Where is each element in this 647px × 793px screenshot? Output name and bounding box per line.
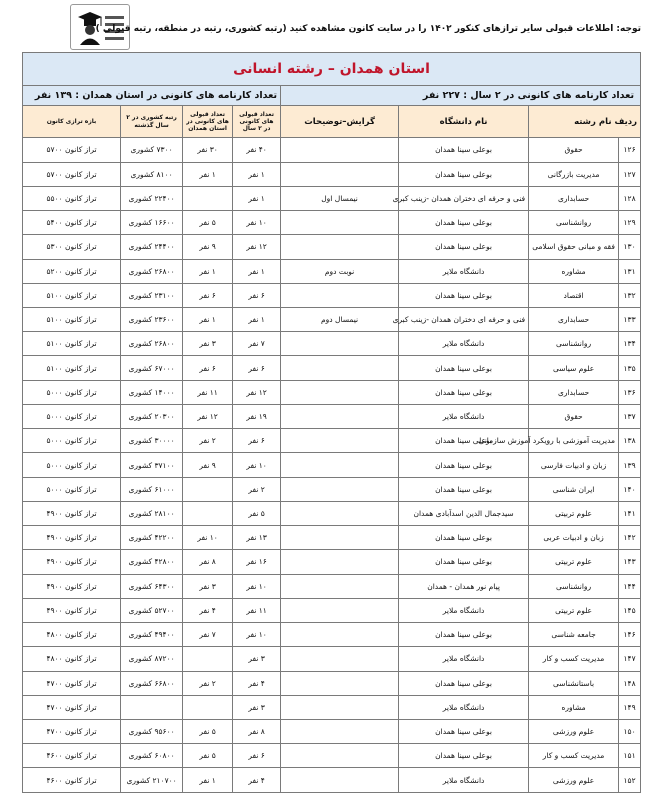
national-rank: ۲۶۸۰۰ کشوری (121, 332, 183, 356)
kanoon-2y-count: ۱۲ نفر (233, 235, 281, 259)
table-row (23, 720, 641, 744)
university-name: بوعلی سینا همدان (399, 453, 529, 477)
national-rank: ۱۶۶۰۰ کشوری (121, 211, 183, 235)
col-head-university: نام دانشگاه (399, 105, 529, 138)
row-number: ۱۴۷ (619, 647, 641, 671)
major-name: علوم ورزشی (529, 720, 619, 744)
university-name: دانشگاه ملایر (399, 332, 529, 356)
note-text (281, 138, 399, 162)
university-name: دانشگاه ملایر (399, 404, 529, 428)
taraz-range: تراز کانون ۵۳۰۰ (23, 235, 121, 259)
university-name: بوعلی سینا همدان (399, 429, 529, 453)
major-name: فقه و مبانی حقوق اسلامی (529, 235, 619, 259)
major-name: روانشناسی (529, 211, 619, 235)
kanoon-2y-count: ۱ نفر (233, 259, 281, 283)
national-rank: ۶۱۰۰۰ کشوری (121, 477, 183, 501)
national-rank: ۱۴۰۰۰ کشوری (121, 380, 183, 404)
national-rank: ۷۳۰۰ کشوری (121, 138, 183, 162)
row-number: ۱۳۸ (619, 429, 641, 453)
major-name: حقوق (529, 404, 619, 428)
header-row (23, 105, 641, 138)
taraz-range: تراز کانون ۴۸۰۰ (23, 623, 121, 647)
kanoon-hamedan-count: ۳ نفر (183, 574, 233, 598)
note-text (281, 429, 399, 453)
row-number: ۱۳۲ (619, 283, 641, 307)
note-text (281, 671, 399, 695)
taraz-range: تراز کانون ۴۶۰۰ (23, 744, 121, 768)
major-name: زبان و ادبیات فارسی (529, 453, 619, 477)
row-number: ۱۵۰ (619, 720, 641, 744)
table-row (23, 138, 641, 162)
kanoon-2y-count: ۱ نفر (233, 308, 281, 332)
national-rank: ۶۰۸۰۰ کشوری (121, 744, 183, 768)
col-head-major: نام رشته (574, 116, 612, 127)
kanoon-2y-count: ۱ نفر (233, 186, 281, 210)
kanoon-hamedan-count: ۸ نفر (183, 550, 233, 574)
row-number: ۱۴۵ (619, 598, 641, 622)
kanoon-hamedan-count: ۴ نفر (183, 598, 233, 622)
national-rank: ۸۱۰۰ کشوری (121, 162, 183, 186)
taraz-range: تراز کانون ۴۷۰۰ (23, 671, 121, 695)
national-rank: ۲۴۴۰۰ کشوری (121, 235, 183, 259)
kanoon-hamedan-count: ۵ نفر (183, 720, 233, 744)
university-name: بوعلی سینا همدان (399, 211, 529, 235)
major-name: مدیریت آموزشی با رویکرد آموزش سازمانی (529, 429, 619, 453)
national-rank: ۵۲۷۰۰ کشوری (121, 598, 183, 622)
note-text (281, 744, 399, 768)
table-row (23, 574, 641, 598)
national-rank: ۲۱۰۷۰۰ کشوری (121, 768, 183, 793)
major-name: حسابداری (529, 186, 619, 210)
row-number: ۱۲۸ (619, 186, 641, 210)
kanoon-hamedan-count: ۹ نفر (183, 235, 233, 259)
table-row (23, 404, 641, 428)
national-rank: ۴۲۲۰۰ کشوری (121, 526, 183, 550)
notice-text: توجه: اطلاعات قبولی سایر ترازهای کنکور ۱۴۰۲ را در سایت کانون مشاهده کنید (رتبه کشوری، رتبه در منطقه، رتبه قبولی ) (95, 24, 641, 34)
note-text (281, 211, 399, 235)
kanoon-hamedan-count: ۹ نفر (183, 453, 233, 477)
kanoon-2y-count: ۷ نفر (233, 332, 281, 356)
table-row (23, 235, 641, 259)
col-head-radif-major (529, 105, 641, 138)
note-text (281, 283, 399, 307)
kanoon-2y-count: ۱۰ نفر (233, 623, 281, 647)
note-text (281, 332, 399, 356)
taraz-range: تراز کانون ۴۹۰۰ (23, 501, 121, 525)
col-head-radif: ردیف (614, 116, 638, 127)
major-name: علوم تربیتی (529, 598, 619, 622)
major-name: علوم تربیتی (529, 550, 619, 574)
university-name: بوعلی سینا همدان (399, 526, 529, 550)
university-name: بوعلی سینا همدان (399, 356, 529, 380)
table-row (23, 647, 641, 671)
taraz-range: تراز کانون ۴۶۰۰ (23, 768, 121, 793)
note-text: نوبت دوم (281, 259, 399, 283)
kanoon-hamedan-count: ۳۰ نفر (183, 138, 233, 162)
note-text (281, 526, 399, 550)
national-rank: ۲۳۶۰۰ کشوری (121, 308, 183, 332)
taraz-range: تراز کانون ۵۰۰۰ (23, 429, 121, 453)
admissions-table (22, 52, 641, 793)
kanoon-hamedan-count: ۵ نفر (183, 744, 233, 768)
university-name: بوعلی سینا همدان (399, 235, 529, 259)
national-rank: ۳۷۱۰۰ کشوری (121, 453, 183, 477)
taraz-range: تراز کانون ۴۹۰۰ (23, 526, 121, 550)
university-name: بوعلی سینا همدان (399, 671, 529, 695)
university-name: بوعلی سینا همدان (399, 623, 529, 647)
info-row (23, 85, 641, 105)
kanoon-2y-count: ۱۰ نفر (233, 453, 281, 477)
table-row (23, 526, 641, 550)
note-text (281, 647, 399, 671)
national-rank: ۶۷۰۰۰ کشوری (121, 356, 183, 380)
total-hamedan-count: تعداد کارنامه های کانونی در استان همدان : ۱۳۹ نفر (23, 85, 281, 105)
university-name: بوعلی سینا همدان (399, 744, 529, 768)
note-text (281, 720, 399, 744)
taraz-range: تراز کانون ۵۴۰۰ (23, 211, 121, 235)
note-text (281, 574, 399, 598)
university-name: بوعلی سینا همدان (399, 283, 529, 307)
taraz-range: تراز کانون ۴۹۰۰ (23, 550, 121, 574)
taraz-range: تراز کانون ۵۲۰۰ (23, 259, 121, 283)
kanoon-hamedan-count (183, 695, 233, 719)
kanoon-hamedan-count: ۲ نفر (183, 671, 233, 695)
kanoon-hamedan-count: ۷ نفر (183, 623, 233, 647)
kanoon-2y-count: ۳ نفر (233, 695, 281, 719)
col-head-kanoon-hamedan: تعداد قبولی های کانونی در استان همدان (183, 105, 233, 138)
row-number: ۱۴۹ (619, 695, 641, 719)
col-head-note: گرایش–توضیحات (281, 105, 399, 138)
major-name: حسابداری (529, 308, 619, 332)
table-row (23, 259, 641, 283)
kanoon-hamedan-count (183, 186, 233, 210)
major-name: مشاوره (529, 695, 619, 719)
kanoon-2y-count: ۱۳ نفر (233, 526, 281, 550)
taraz-range: تراز کانون ۴۸۰۰ (23, 647, 121, 671)
kanoon-2y-count: ۱۲ نفر (233, 380, 281, 404)
kanoon-hamedan-count: ۱۱ نفر (183, 380, 233, 404)
kanoon-hamedan-count: ۱۰ نفر (183, 526, 233, 550)
university-name: سیدجمال الدین اسدآبادی همدان (399, 501, 529, 525)
table-row (23, 356, 641, 380)
taraz-range: تراز کانون ۵۰۰۰ (23, 453, 121, 477)
university-name: بوعلی سینا همدان (399, 380, 529, 404)
national-rank: ۲۶۸۰۰ کشوری (121, 259, 183, 283)
row-number: ۱۳۰ (619, 235, 641, 259)
row-number: ۱۲۹ (619, 211, 641, 235)
row-number: ۱۴۶ (619, 623, 641, 647)
university-name: دانشگاه ملایر (399, 647, 529, 671)
kanoon-2y-count: ۶ نفر (233, 429, 281, 453)
note-text (281, 695, 399, 719)
major-name: اقتصاد (529, 283, 619, 307)
note-text (281, 235, 399, 259)
table-row (23, 477, 641, 501)
taraz-range: تراز کانون ۴۹۰۰ (23, 598, 121, 622)
major-name: جامعه شناسی (529, 623, 619, 647)
row-number: ۱۳۳ (619, 308, 641, 332)
top-bar (0, 0, 647, 52)
major-name: باستانشناسی (529, 671, 619, 695)
table-row (23, 623, 641, 647)
university-name: فنی و حرفه ای دختران همدان -زینب کبری (399, 308, 529, 332)
taraz-range: تراز کانون ۴۷۰۰ (23, 720, 121, 744)
national-rank: ۶۶۸۰۰ کشوری (121, 671, 183, 695)
kanoon-hamedan-count: ۱۲ نفر (183, 404, 233, 428)
row-number: ۱۳۷ (619, 404, 641, 428)
kanoon-2y-count: ۱ نفر (233, 162, 281, 186)
table-row (23, 695, 641, 719)
taraz-range: تراز کانون ۵۵۰۰ (23, 186, 121, 210)
table-row (23, 211, 641, 235)
taraz-range: تراز کانون ۴۹۰۰ (23, 574, 121, 598)
table-row (23, 501, 641, 525)
table-row (23, 380, 641, 404)
taraz-range: تراز کانون ۵۰۰۰ (23, 404, 121, 428)
table-row (23, 768, 641, 793)
note-text: نیمسال اول (281, 186, 399, 210)
taraz-range: تراز کانون ۵۱۰۰ (23, 308, 121, 332)
taraz-range: تراز کانون ۵۷۰۰ (23, 138, 121, 162)
national-rank: ۴۲۸۰۰ کشوری (121, 550, 183, 574)
note-text (281, 550, 399, 574)
national-rank (121, 695, 183, 719)
taraz-range: تراز کانون ۵۱۰۰ (23, 356, 121, 380)
major-name: زبان و ادبیات عربی (529, 526, 619, 550)
col-head-rank: رتبه کشوری در ۲ سال گذشته (121, 105, 183, 138)
kanoon-hamedan-count: ۳ نفر (183, 332, 233, 356)
university-name: بوعلی سینا همدان (399, 550, 529, 574)
major-name: مدیریت کسب و کار (529, 647, 619, 671)
major-name: ایران شناسی (529, 477, 619, 501)
university-name: بوعلی سینا همدان (399, 162, 529, 186)
table-row (23, 283, 641, 307)
table-row (23, 598, 641, 622)
row-number: ۱۴۰ (619, 477, 641, 501)
note-text (281, 477, 399, 501)
kanoon-2y-count: ۵ نفر (233, 501, 281, 525)
kanoon-2y-count: ۱۰ نفر (233, 574, 281, 598)
kanoon-hamedan-count: ۵ نفر (183, 211, 233, 235)
kanoon-2y-count: ۸ نفر (233, 720, 281, 744)
major-name: مشاوره (529, 259, 619, 283)
kanoon-hamedan-count: ۱ نفر (183, 768, 233, 793)
note-text (281, 356, 399, 380)
university-name: دانشگاه ملایر (399, 695, 529, 719)
row-number: ۱۴۸ (619, 671, 641, 695)
taraz-range: تراز کانون ۵۰۰۰ (23, 380, 121, 404)
taraz-range: تراز کانون ۵۰۰۰ (23, 477, 121, 501)
row-number: ۱۲۶ (619, 138, 641, 162)
note-text (281, 623, 399, 647)
major-name: حقوق (529, 138, 619, 162)
kanoon-2y-count: ۱۱ نفر (233, 598, 281, 622)
table-row (23, 429, 641, 453)
national-rank: ۲۳۱۰۰ کشوری (121, 283, 183, 307)
kanoon-2y-count: ۲ نفر (233, 477, 281, 501)
kanoon-2y-count: ۶ نفر (233, 283, 281, 307)
national-rank: ۲۰۳۰۰ کشوری (121, 404, 183, 428)
kanoon-hamedan-count: ۱ نفر (183, 162, 233, 186)
major-name: علوم سیاسی (529, 356, 619, 380)
national-rank: ۲۸۱۰۰ کشوری (121, 501, 183, 525)
university-name: بوعلی سینا همدان (399, 477, 529, 501)
title-row (23, 53, 641, 86)
row-number: ۱۳۱ (619, 259, 641, 283)
note-text (281, 768, 399, 793)
major-name: روانشناسی (529, 574, 619, 598)
table-row (23, 744, 641, 768)
note-text (281, 453, 399, 477)
note-text (281, 501, 399, 525)
row-number: ۱۲۷ (619, 162, 641, 186)
taraz-range: تراز کانون ۵۷۰۰ (23, 162, 121, 186)
national-rank: ۶۴۳۰۰ کشوری (121, 574, 183, 598)
taraz-range: تراز کانون ۵۱۰۰ (23, 283, 121, 307)
table-row (23, 162, 641, 186)
major-name: مدیریت کسب و کار (529, 744, 619, 768)
kanoon-hamedan-count (183, 501, 233, 525)
kanoon-2y-count: ۱۰ نفر (233, 211, 281, 235)
kanoon-hamedan-count: ۱ نفر (183, 308, 233, 332)
row-number: ۱۵۱ (619, 744, 641, 768)
kanoon-hamedan-count: ۱ نفر (183, 259, 233, 283)
kanoon-2y-count: ۴۰ نفر (233, 138, 281, 162)
row-number: ۱۵۲ (619, 768, 641, 793)
table-row (23, 550, 641, 574)
taraz-range: تراز کانون ۵۱۰۰ (23, 332, 121, 356)
university-name: فنی و حرفه ای دختران همدان -زینب کبری (399, 186, 529, 210)
kanoon-2y-count: ۴ نفر (233, 768, 281, 793)
university-name: دانشگاه ملایر (399, 768, 529, 793)
university-name: دانشگاه ملایر (399, 598, 529, 622)
row-number: ۱۳۹ (619, 453, 641, 477)
note-text (281, 380, 399, 404)
row-number: ۱۳۶ (619, 380, 641, 404)
major-name: حسابداری (529, 380, 619, 404)
kanoon-2y-count: ۳ نفر (233, 647, 281, 671)
national-rank: ۸۷۲۰۰ کشوری (121, 647, 183, 671)
major-name: مدیریت بازرگانی (529, 162, 619, 186)
kanoon-hamedan-count (183, 477, 233, 501)
major-name: علوم تربیتی (529, 501, 619, 525)
major-name: علوم ورزشی (529, 768, 619, 793)
kanoon-2y-count: ۴ نفر (233, 671, 281, 695)
row-number: ۱۳۴ (619, 332, 641, 356)
university-name: بوعلی سینا همدان (399, 720, 529, 744)
col-head-kanoon-2y: تعداد قبولی های کانونی در ۲ سال (233, 105, 281, 138)
table-row (23, 671, 641, 695)
total-two-year-count: تعداد کارنامه های کانونی در ۲ سال : ۲۲۷ نفر (281, 85, 641, 105)
kanoon-2y-count: ۶ نفر (233, 356, 281, 380)
university-name: دانشگاه ملایر (399, 259, 529, 283)
col-head-range: بازه ترازی کانون (23, 105, 121, 138)
note-text (281, 404, 399, 428)
national-rank: ۹۵۶۰۰ کشوری (121, 720, 183, 744)
national-rank: ۳۰۰۰۰ کشوری (121, 429, 183, 453)
row-number: ۱۴۱ (619, 501, 641, 525)
kanoon-2y-count: ۶ نفر (233, 744, 281, 768)
major-name: روانشناسی (529, 332, 619, 356)
university-name: بوعلی سینا همدان (399, 138, 529, 162)
kanoon-hamedan-count: ۲ نفر (183, 429, 233, 453)
page-title: استان همدان – رشته انسانی (23, 53, 641, 86)
kanoon-2y-count: ۱۹ نفر (233, 404, 281, 428)
row-number: ۱۴۳ (619, 550, 641, 574)
university-name: پیام نور همدان - همدان (399, 574, 529, 598)
note-text (281, 598, 399, 622)
table-row (23, 186, 641, 210)
table-row (23, 332, 641, 356)
kanoon-hamedan-count: ۶ نفر (183, 356, 233, 380)
national-rank: ۴۹۴۰۰ کشوری (121, 623, 183, 647)
note-text: نیمسال دوم (281, 308, 399, 332)
taraz-range: تراز کانون ۴۷۰۰ (23, 695, 121, 719)
note-text (281, 162, 399, 186)
kanoon-hamedan-count: ۶ نفر (183, 283, 233, 307)
table-row (23, 308, 641, 332)
row-number: ۱۴۴ (619, 574, 641, 598)
national-rank: ۲۲۴۰۰ کشوری (121, 186, 183, 210)
kanoon-hamedan-count (183, 647, 233, 671)
table-row (23, 453, 641, 477)
row-number: ۱۴۲ (619, 526, 641, 550)
kanoon-2y-count: ۱۶ نفر (233, 550, 281, 574)
row-number: ۱۳۵ (619, 356, 641, 380)
